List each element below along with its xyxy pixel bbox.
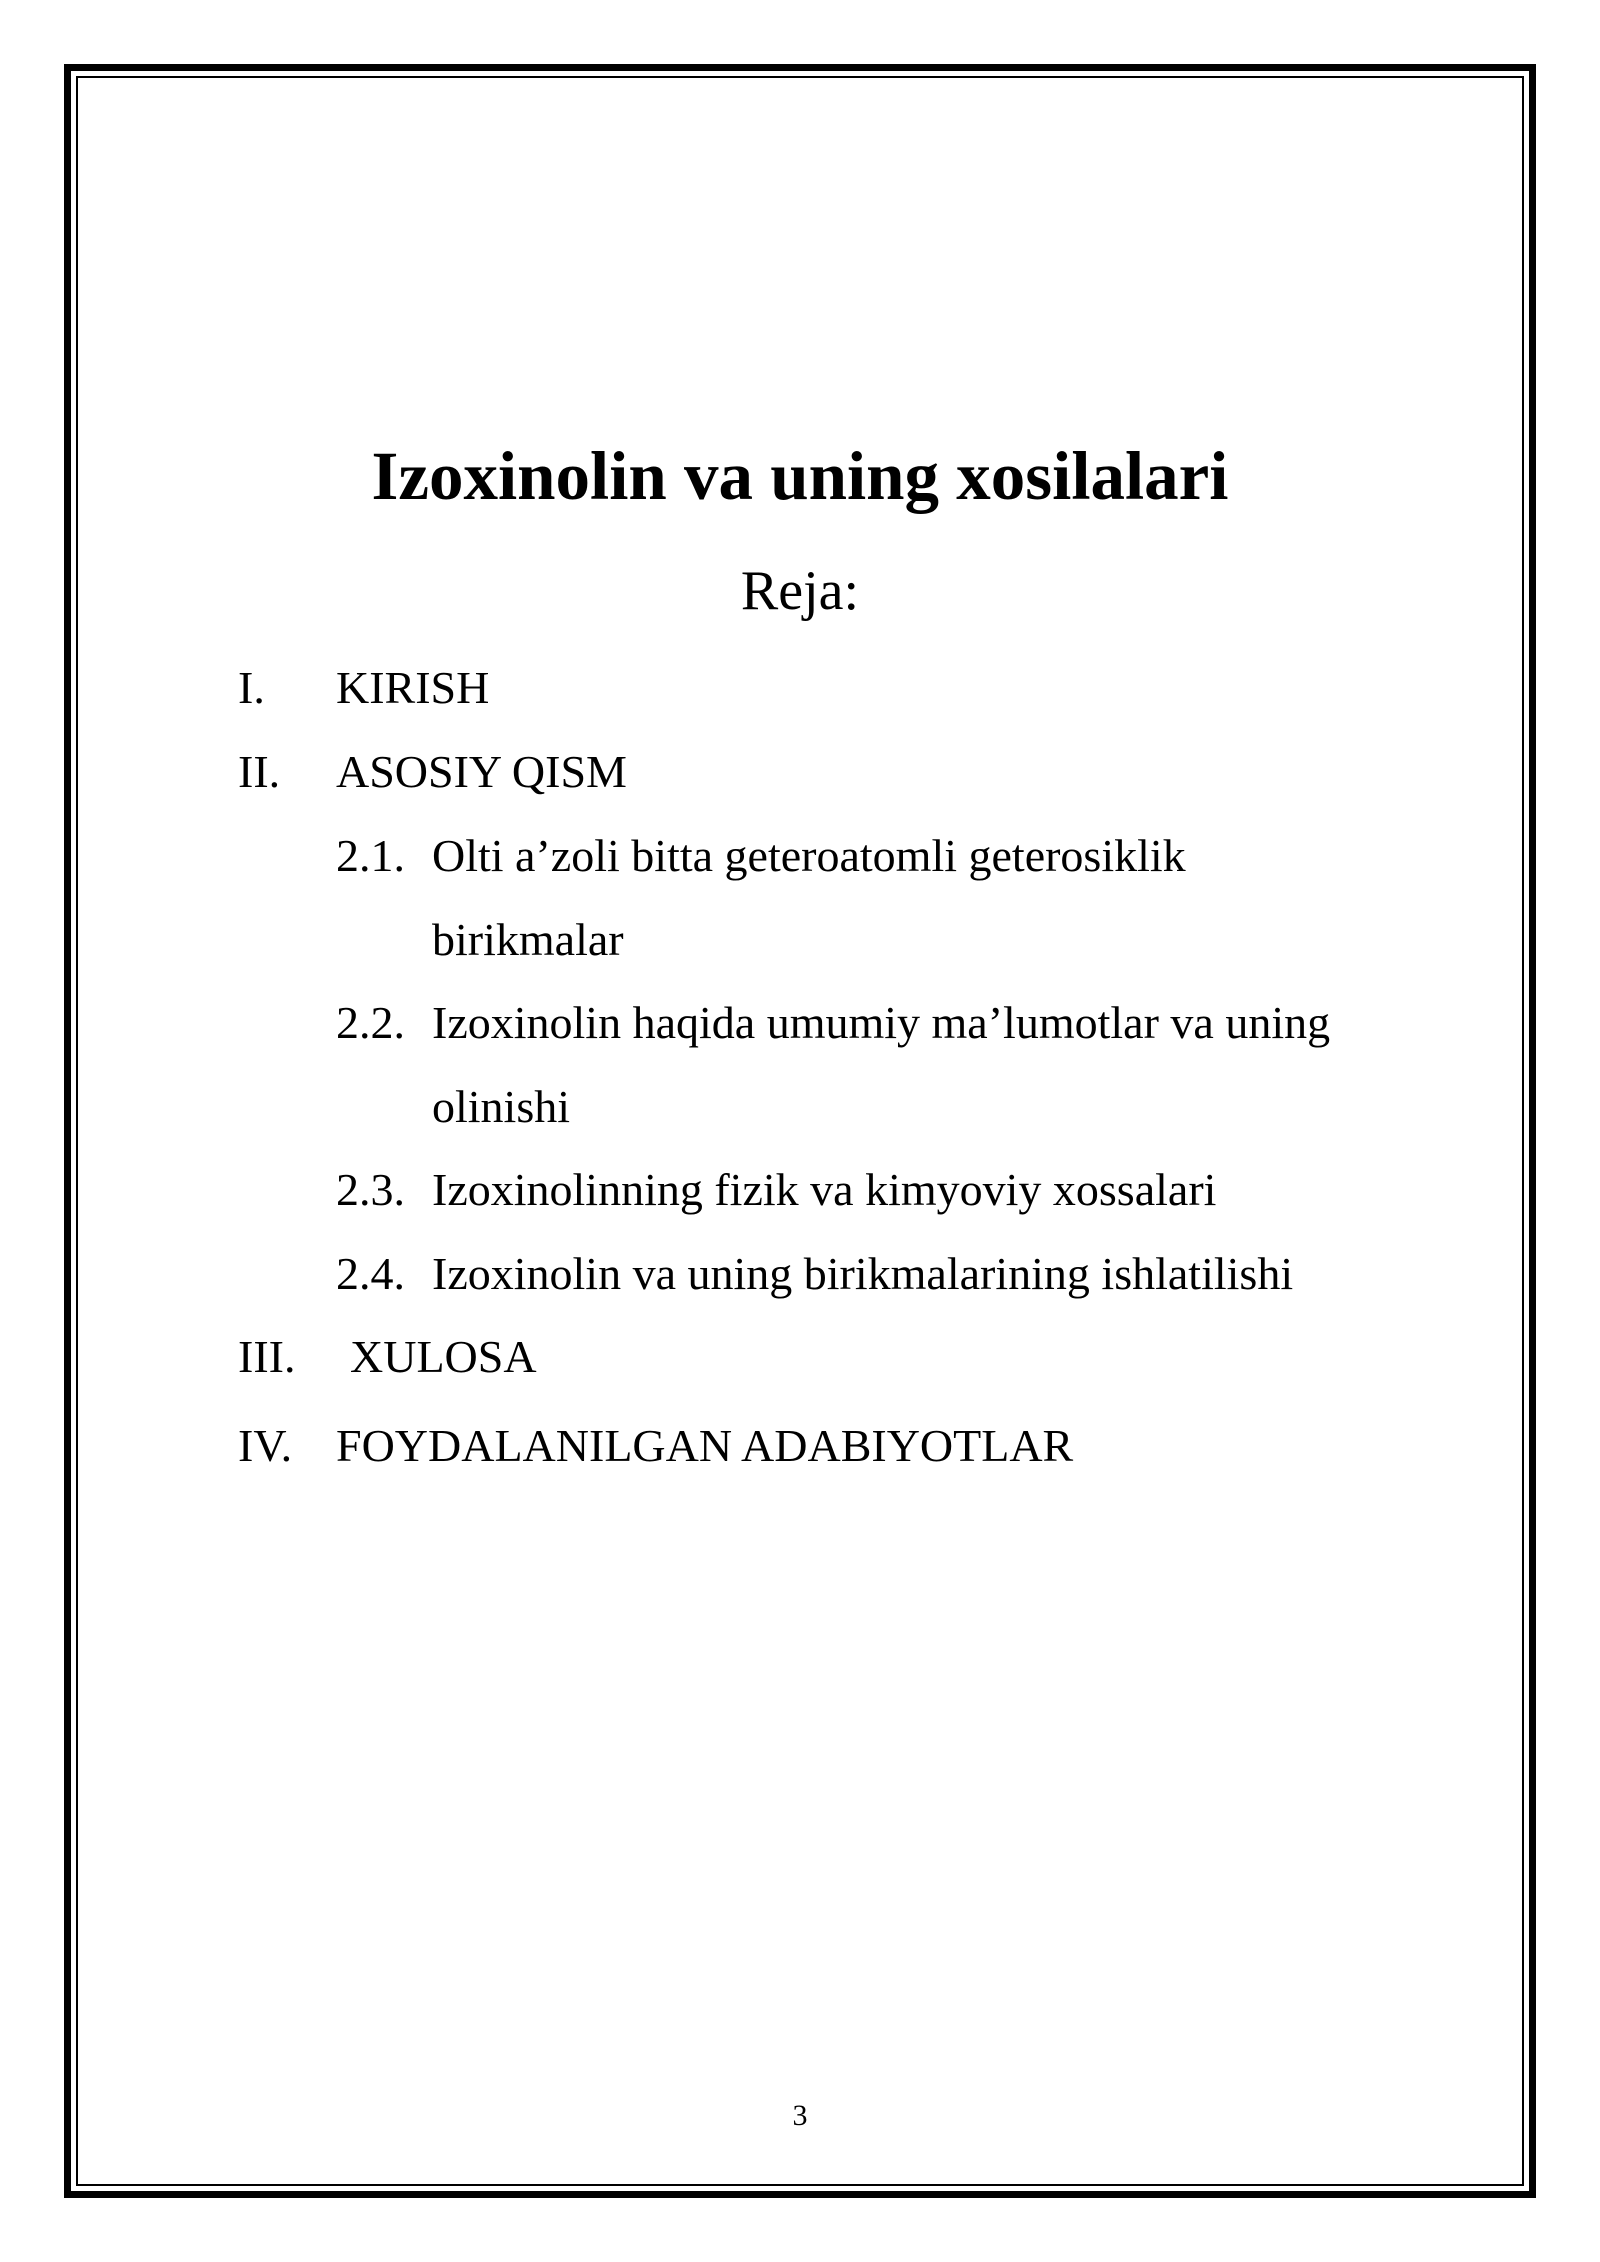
toc-number: IV. bbox=[238, 1420, 293, 1471]
document-title: Izoxinolin va uning xosilalari bbox=[371, 438, 1229, 514]
toc-number: 2.2. bbox=[336, 997, 405, 1048]
toc-label: KIRISH bbox=[336, 662, 490, 713]
page-number: 3 bbox=[792, 2099, 808, 2132]
toc-label-line1: Izoxinolin haqida umumiy ma’lumotlar va uning bbox=[432, 997, 1331, 1048]
toc-number: 2.4. bbox=[336, 1248, 405, 1299]
toc-label: ASOSIY QISM bbox=[336, 746, 627, 797]
toc-number: II. bbox=[238, 746, 281, 797]
toc-label: Izoxinolinning fizik va kimyoviy xossalari bbox=[432, 1164, 1217, 1215]
toc-number: 2.3. bbox=[336, 1164, 405, 1215]
toc-label: Izoxinolin va uning birikmalarining ishlatilishi bbox=[432, 1248, 1294, 1299]
toc-label-line1: Olti a’zoli bitta geteroatomli geterosiklik bbox=[432, 830, 1186, 881]
toc-label: XULOSA bbox=[350, 1331, 537, 1382]
toc-number: III. bbox=[238, 1331, 296, 1382]
plan-heading: Reja: bbox=[740, 560, 860, 622]
toc-label-line2: birikmalar bbox=[432, 914, 624, 965]
toc-number: 2.1. bbox=[336, 830, 405, 881]
toc-number: I. bbox=[238, 662, 265, 713]
toc-label: FOYDALANILGAN ADABIYOTLAR bbox=[336, 1420, 1074, 1471]
toc-label-line2: olinishi bbox=[432, 1081, 571, 1132]
